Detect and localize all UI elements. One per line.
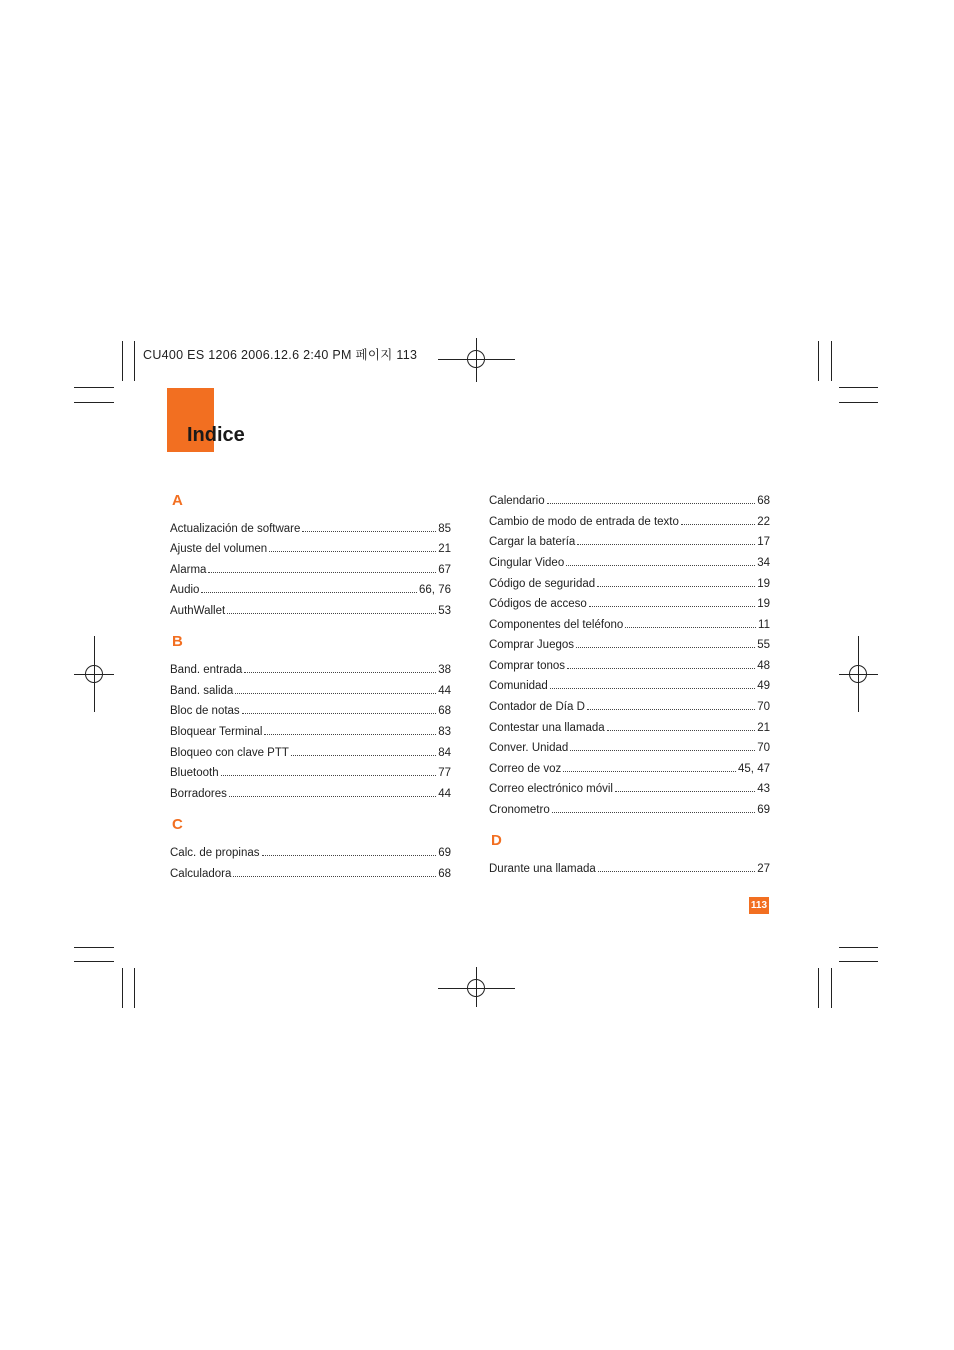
crop-mark: [122, 968, 123, 1008]
index-entry: Ajuste del volumen 21: [170, 543, 451, 555]
crop-mark: [839, 387, 878, 388]
crop-mark: [122, 341, 123, 381]
page-number-badge: 113: [749, 897, 769, 914]
index-entry: Correo de voz 45, 47: [489, 763, 770, 775]
crop-mark: [831, 968, 832, 1008]
index-entry: Comprar tonos 48: [489, 660, 770, 672]
index-entry: Bloqueo con clave PTT 84: [170, 747, 451, 759]
registration-circle: [467, 350, 485, 368]
crop-mark: [831, 341, 832, 381]
crop-mark: [839, 961, 878, 962]
page-title: Indice: [187, 424, 245, 446]
index-entry: Bluetooth 77: [170, 767, 451, 779]
index-entry: Comprar Juegos 55: [489, 639, 770, 651]
index-entry: Cambio de modo de entrada de texto 22: [489, 516, 770, 528]
registration-circle: [849, 665, 867, 683]
crop-mark: [818, 341, 819, 381]
index-entry: Códigos de acceso 19: [489, 598, 770, 610]
section-letter-a: A: [172, 492, 183, 509]
index-entry: Correo electrónico móvil 43: [489, 783, 770, 795]
crop-mark: [839, 402, 878, 403]
crop-mark: [74, 387, 114, 388]
section-letter-d: D: [491, 832, 502, 849]
index-entry: Bloquear Terminal 83: [170, 726, 451, 738]
crop-mark: [74, 947, 114, 948]
registration-circle: [467, 979, 485, 997]
crop-mark: [134, 968, 135, 1008]
index-entry: Calculadora 68: [170, 868, 451, 880]
index-entry: Cronometro 69: [489, 804, 770, 816]
index-entry: Calc. de propinas 69: [170, 847, 451, 859]
index-entry: Band. salida 44: [170, 685, 451, 697]
crop-mark: [74, 402, 114, 403]
index-entry: Alarma 67: [170, 564, 451, 576]
section-letter-c: C: [172, 816, 183, 833]
crop-mark: [839, 947, 878, 948]
index-entry: Contestar una llamada 21: [489, 722, 770, 734]
index-entry: Borradores 44: [170, 788, 451, 800]
index-entry: Componentes del teléfono 11: [489, 619, 770, 631]
crop-mark: [74, 961, 114, 962]
crop-mark: [134, 341, 135, 381]
index-entry: Contador de Día D 70: [489, 701, 770, 713]
index-entry: Durante una llamada 27: [489, 863, 770, 875]
index-entry: Código de seguridad 19: [489, 578, 770, 590]
index-entry: Cargar la batería 17: [489, 536, 770, 548]
index-entry: Cingular Video 34: [489, 557, 770, 569]
index-entry: Band. entrada 38: [170, 664, 451, 676]
registration-circle: [85, 665, 103, 683]
index-entry: Comunidad 49: [489, 680, 770, 692]
index-entry: Conver. Unidad 70: [489, 742, 770, 754]
print-header: CU400 ES 1206 2006.12.6 2:40 PM 페이지 113: [143, 348, 418, 362]
index-entry: Bloc de notas 68: [170, 705, 451, 717]
crop-mark: [818, 968, 819, 1008]
section-letter-b: B: [172, 633, 183, 650]
index-entry: Actualización de software 85: [170, 523, 451, 535]
index-entry: Audio 66, 76: [170, 584, 451, 596]
index-entry: AuthWallet 53: [170, 605, 451, 617]
index-entry: Calendario 68: [489, 495, 770, 507]
